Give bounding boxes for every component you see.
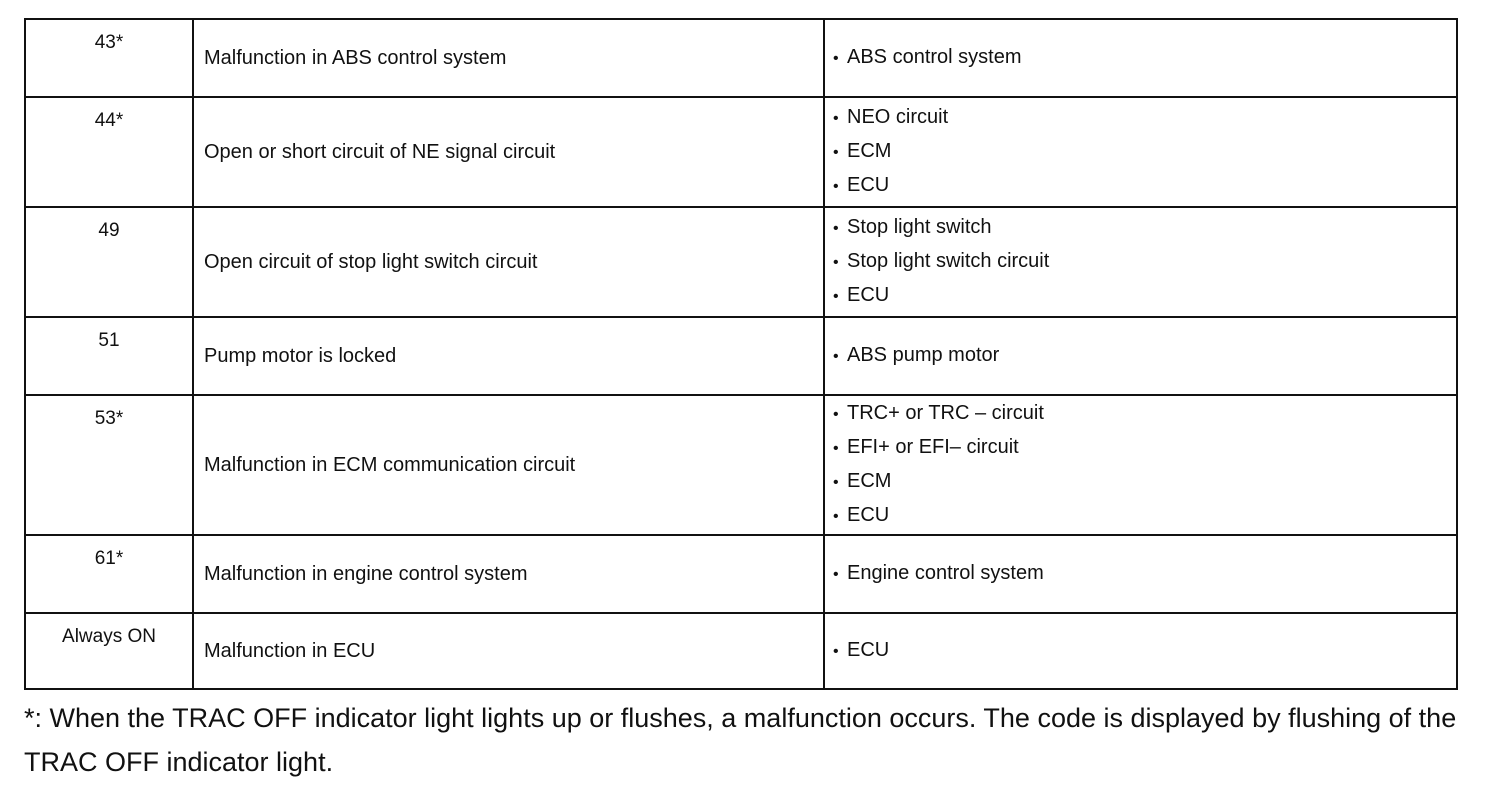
code-cell: 49 xyxy=(25,207,193,317)
bullet-icon: • xyxy=(833,110,839,127)
table-row xyxy=(25,317,1457,395)
description-cell: Open circuit of stop light switch circuit xyxy=(193,207,824,317)
trouble-area-text: ABS control system xyxy=(847,46,1022,68)
bullet-icon: • xyxy=(833,474,839,491)
trouble-area-text: Stop light switch xyxy=(847,216,992,238)
list-item xyxy=(833,465,1456,499)
trouble-area-text: ABS pump motor xyxy=(847,344,1000,366)
bullet-icon: • xyxy=(833,406,839,423)
bullet-icon: • xyxy=(833,508,839,525)
diagnostic-code-sheet xyxy=(24,18,1456,690)
trouble-area-cell xyxy=(824,317,1457,395)
trouble-area-text: ECM xyxy=(847,140,892,162)
list-item xyxy=(833,169,1456,203)
trouble-area-text: EFI+ or EFI– circuit xyxy=(847,436,1019,458)
trouble-area-cell xyxy=(824,97,1457,207)
table-body xyxy=(25,19,1457,689)
list-item xyxy=(833,397,1456,431)
trouble-area-cell xyxy=(824,535,1457,613)
bullet-icon: • xyxy=(833,348,839,365)
trouble-area-text: Stop light switch circuit xyxy=(847,250,1050,272)
list-item xyxy=(833,101,1456,135)
trouble-area-text: ECM xyxy=(847,470,892,492)
table-row xyxy=(25,395,1457,535)
list-item xyxy=(833,634,1456,668)
list-item xyxy=(833,339,1456,373)
description-cell: Open or short circuit of NE signal circuit xyxy=(193,97,824,207)
description-cell: Pump motor is locked xyxy=(193,317,824,395)
trouble-area-cell xyxy=(824,395,1457,535)
description-cell: Malfunction in ECM communication circuit xyxy=(193,395,824,535)
code-cell: 43* xyxy=(25,19,193,97)
footnote: *: When the TRAC OFF indicator light lights up or flushes, a malfunction occurs. The code is displayed by flushing of the TRAC OFF indicator light. xyxy=(24,703,1457,777)
table-row xyxy=(25,19,1457,97)
trouble-area-text: Engine control system xyxy=(847,562,1044,584)
list-item xyxy=(833,211,1456,245)
description-cell: Malfunction in engine control system xyxy=(193,535,824,613)
trouble-area-text: NEO circuit xyxy=(847,106,949,128)
description-cell: Malfunction in ABS control system xyxy=(193,19,824,97)
trouble-area-text: ECU xyxy=(847,639,890,661)
bullet-icon: • xyxy=(833,440,839,457)
trouble-area-cell xyxy=(824,207,1457,317)
code-cell: Always ON xyxy=(25,613,193,689)
bullet-icon: • xyxy=(833,50,839,67)
bullet-icon: • xyxy=(833,254,839,271)
list-item xyxy=(833,135,1456,169)
trouble-area-text: ECU xyxy=(847,284,890,306)
description-cell: Malfunction in ECU xyxy=(193,613,824,689)
code-cell: 53* xyxy=(25,395,193,535)
bullet-icon: • xyxy=(833,178,839,195)
trouble-area-text: ECU xyxy=(847,174,890,196)
table-row xyxy=(25,97,1457,207)
code-cell: 61* xyxy=(25,535,193,613)
diagnostic-trouble-code-table xyxy=(24,18,1458,690)
code-cell: 44* xyxy=(25,97,193,207)
list-item xyxy=(833,431,1456,465)
table-row xyxy=(25,535,1457,613)
trouble-area-text: ECU xyxy=(847,504,890,526)
trouble-area-cell xyxy=(824,19,1457,97)
bullet-icon: • xyxy=(833,643,839,660)
bullet-icon: • xyxy=(833,288,839,305)
bullet-icon: • xyxy=(833,220,839,237)
list-item xyxy=(833,41,1456,75)
table-row xyxy=(25,613,1457,689)
list-item xyxy=(833,245,1456,279)
list-item xyxy=(833,499,1456,533)
table-row xyxy=(25,207,1457,317)
bullet-icon: • xyxy=(833,144,839,161)
code-cell: 51 xyxy=(25,317,193,395)
trouble-area-text: TRC+ or TRC – circuit xyxy=(847,402,1044,424)
list-item xyxy=(833,557,1456,591)
list-item xyxy=(833,279,1456,313)
bullet-icon: • xyxy=(833,566,839,583)
trouble-area-cell xyxy=(824,613,1457,689)
